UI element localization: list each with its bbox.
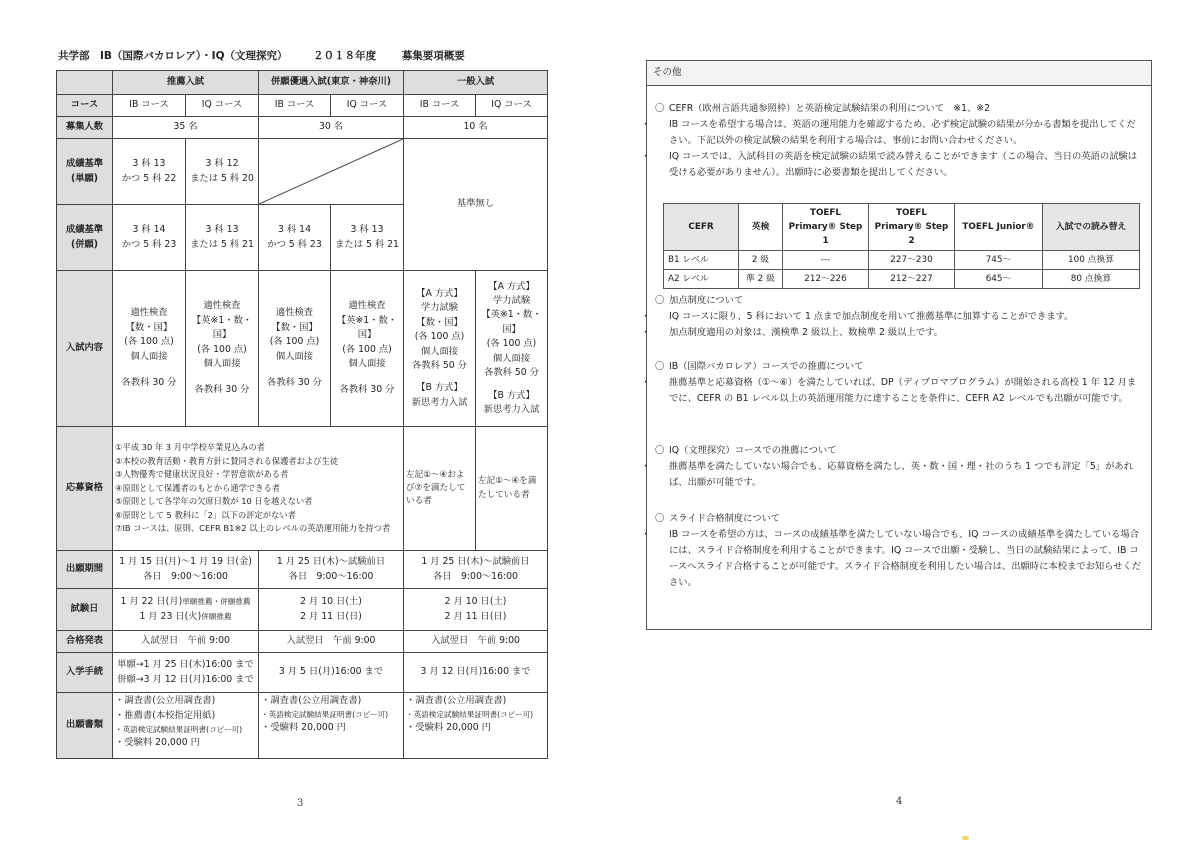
content-line: 適性検査 — [275, 307, 314, 319]
document-item: ・調査書(公立用調査書) — [115, 695, 216, 706]
bullet-item — [641, 117, 1145, 149]
cefr-conversion-table — [663, 203, 1140, 289]
bullet-item — [641, 309, 1145, 325]
title-school: 共学部 IB（国際バカロレア）・IQ（文理探究） — [58, 50, 288, 62]
page-number-left: 3 — [297, 798, 304, 809]
row-label-text: 成績基準 — [65, 224, 104, 236]
content-line: 個人面接 — [420, 345, 459, 357]
bullet-item — [641, 459, 1145, 491]
bullet-item — [641, 527, 1145, 591]
cefr-cell: B1 レベル — [664, 251, 739, 270]
content-line: 個人面接 — [492, 352, 531, 364]
cefr-cell: 212～227 — [869, 270, 955, 289]
section-heading — [655, 101, 1145, 117]
content-line: 各教科 30 分 — [267, 377, 322, 389]
row-label-procedure: 入学手続 — [57, 653, 113, 693]
criteria-line: または 5 科 21 — [190, 238, 254, 250]
period-time: 各日 9:00～16:00 — [433, 570, 518, 582]
eligibility-row — [57, 427, 548, 551]
app-period-row — [57, 551, 548, 589]
content-line: 【英※1・数・国】 — [191, 314, 253, 341]
circle-marker-icon: 〇 — [655, 513, 665, 524]
exam-date-note: 併願推薦 — [201, 611, 232, 621]
content-line: 個人面接 — [348, 357, 386, 369]
content-spacer — [188, 371, 256, 383]
app-period-ippan — [404, 551, 548, 589]
section-heading — [655, 359, 1145, 375]
content-ippan-ib — [404, 271, 476, 427]
criteria-line: かつ 5 科 23 — [121, 238, 177, 250]
cefr-header-cell: TOEFL Primary® Step 1 — [783, 204, 869, 251]
circle-marker-icon: 〇 — [655, 361, 665, 372]
content-spacer — [115, 364, 183, 376]
page-number-right: 4 — [896, 796, 903, 807]
bullet-text: 推薦基準と応募資格（①～⑥）を満たしていれば、DP（ディプロマプログラム）が開始される高校 1 年 12 月までに、CEFR の B1 レベル以上の英語運用能力に達することを条件に、CEFR A2 レベルでも出願が可能です。 — [669, 376, 1137, 404]
diagonal-line — [259, 139, 403, 204]
content-line: 【数・国】 — [416, 316, 463, 328]
not-applicable-cell — [259, 139, 404, 205]
content-line: 学力試験 — [492, 295, 531, 307]
document-item: ・英語検定試験結果証明書(コピー可) — [115, 724, 243, 734]
box-title: その他 — [647, 61, 1151, 86]
criteria-line: 3 科 14 — [278, 224, 311, 236]
row-label-subtext: (併願) — [70, 238, 99, 250]
cefr-cell: 227～230 — [869, 251, 955, 270]
content-line: 適性検査 — [130, 307, 168, 319]
section-iq-recommendation — [641, 443, 1145, 491]
documents-heigan — [259, 693, 404, 759]
procedure-line: 併願→3 月 12 日(月)16:00 まで — [117, 673, 254, 685]
exam-date: 1 月 22 日(月) — [120, 596, 183, 608]
bullet-text: IB コースを希望する場合は、英語の運用能力を確認するため、必ず検定試験の結果が分かる書類を提出してください。下記以外の検定試験の結果を利用する場合は、事前にお問い合わせください。 — [669, 118, 1136, 146]
bullet-item — [641, 325, 1145, 341]
content-line: 新思考力入試 — [483, 403, 540, 415]
course-cell: IB コース — [404, 95, 476, 117]
title-year: ２０１８年度 — [313, 50, 377, 62]
criteria-line: または 5 科 20 — [190, 172, 254, 184]
content-suisen-iq — [186, 271, 259, 427]
period-time: 各日 9:00～16:00 — [143, 570, 228, 582]
course-row — [57, 95, 548, 117]
admission-summary-table — [56, 70, 548, 759]
procedure-heigan: 3 月 5 日(月)16:00 まで — [259, 653, 404, 693]
announce-ippan: 入試翌日 午前 9:00 — [404, 631, 548, 653]
section-heading-text: IQ（文理探究）コースでの推薦について — [669, 445, 837, 456]
eligibility-item: ⑥原則として 5 教科に「2」以下の評定がない者 — [115, 509, 296, 520]
header-heigan: 併願優遇入試(東京・神奈川) — [259, 71, 404, 95]
section-ib-recommendation — [641, 359, 1145, 407]
course-cell: IQ コース — [331, 95, 404, 117]
cefr-header-cell: TOEFL Junior® — [955, 204, 1043, 251]
cefr-row — [664, 251, 1140, 270]
eligibility-line: 左記①～④およ — [406, 469, 465, 480]
criteria-single-ib — [113, 139, 186, 205]
exam-date-note: 単願推薦・併願推薦 — [182, 597, 251, 607]
content-row — [57, 271, 548, 427]
content-suisen-ib — [113, 271, 186, 427]
criteria-none-ippan: 基準無し — [404, 139, 548, 271]
course-cell: IB コース — [113, 95, 186, 117]
row-label-text: 成績基準 — [65, 158, 104, 170]
announce-suisen: 入試翌日 午前 9:00 — [113, 631, 259, 653]
criteria-line: 3 科 13 — [132, 158, 166, 170]
bullet-dot-icon: ・ — [641, 310, 651, 322]
content-line: 各教科 50 分 — [484, 367, 539, 379]
content-line: (各 100 点) — [414, 331, 465, 343]
section-heading — [655, 511, 1145, 527]
bullet-dot-icon: ・ — [641, 528, 651, 540]
criteria-line: または 5 科 21 — [335, 238, 399, 250]
document-item: ・英語検定試験結果証明書(コピー可) — [261, 709, 389, 719]
criteria-line: かつ 5 科 22 — [121, 172, 177, 184]
bullet-dot-icon: ・ — [641, 460, 651, 472]
content-line: 適性検査 — [348, 300, 386, 312]
period-dates: 1 月 15 日(月)～1 月 19 日(金) — [119, 556, 252, 568]
exam-date: 2 月 10 日(土) — [300, 596, 362, 608]
content-line: 【英※1・数・国】 — [336, 314, 398, 341]
bullet-text: 推薦基準を満たしていない場合でも、応募資格を満たし、英・数・国・理・社のうち 1 つでも評定「5」があれば、出願が可能です。 — [669, 460, 1133, 488]
exam-date-suisen — [113, 589, 259, 631]
capacity-ippan: 10 名 — [404, 117, 548, 139]
content-line: 【数・国】 — [125, 321, 173, 333]
row-label-criteria-multi — [57, 205, 113, 271]
row-label-content: 入試内容 — [57, 271, 113, 427]
row-label-exam-date: 試験日 — [57, 589, 113, 631]
row-label-capacity: 募集人数 — [57, 117, 113, 139]
criteria-line: 3 科 12 — [205, 158, 239, 170]
course-cell: IQ コース — [476, 95, 548, 117]
content-line: 各教科 30 分 — [121, 377, 177, 389]
procedure-suisen — [113, 653, 259, 693]
cefr-cell: A2 レベル — [664, 270, 739, 289]
header-suisen: 推薦入試 — [113, 71, 259, 95]
capacity-heigan: 30 名 — [259, 117, 404, 139]
bullet-dot-icon: ・ — [641, 376, 651, 388]
eligibility-line: 左記①～④を満 — [478, 476, 537, 487]
section-heading — [655, 443, 1145, 459]
eligibility-ippan-ib — [404, 427, 476, 551]
section-bonus-points — [641, 293, 1145, 341]
section-heading-text: IB（国際バカロレア）コースでの推薦について — [669, 361, 864, 372]
row-label-announce: 合格発表 — [57, 631, 113, 653]
content-line: 個人面接 — [275, 350, 314, 362]
bullet-dot-icon: ・ — [641, 326, 651, 338]
cefr-cell: 645～ — [955, 270, 1043, 289]
criteria-multi-suisen-ib — [113, 205, 186, 271]
eligibility-line: び⑦を満たして — [406, 482, 466, 493]
cefr-cell: 212～226 — [783, 270, 869, 289]
bullet-text: IB コースを希望の方は、コースの成績基準を満たしていない場合でも、IQ コースの成績基準を満たしている場合には、スライド合格制度を利用することができます。IQ コースで出願・受験し、当日の試験結果によって、IB コースへスライド合格することが可能です。スライド合格制度を利用したい場合は、出願時に本校までお知らせください。 — [669, 528, 1142, 588]
row-label-course: コース — [57, 95, 113, 117]
content-line: 個人面接 — [130, 350, 168, 362]
content-line: 個人面接 — [203, 357, 241, 369]
content-line: 【B 方式】 — [416, 382, 463, 394]
exam-date-line — [115, 610, 256, 624]
content-spacer — [478, 381, 545, 389]
bullet-item — [641, 149, 1145, 181]
documents-suisen — [113, 693, 259, 759]
other-info-box — [641, 60, 1152, 630]
content-line: (各 100 点) — [486, 338, 537, 350]
document-item: ・受験料 20,000 円 — [261, 722, 346, 734]
circle-marker-icon: 〇 — [655, 103, 665, 114]
content-line: 適性検査 — [203, 300, 241, 312]
exam-date-heigan — [259, 589, 404, 631]
row-label-eligibility: 応募資格 — [57, 427, 113, 551]
cefr-cell: 2 級 — [739, 251, 783, 270]
content-line: 各教科 30 分 — [194, 384, 250, 396]
exam-date-ippan — [404, 589, 548, 631]
content-heigan-ib — [259, 271, 331, 427]
eligibility-item: ③人物優秀で健康状況良好・学習意欲がある者 — [115, 469, 289, 480]
criteria-multi-heigan-ib — [259, 205, 331, 271]
exam-date: 1 月 23 日(火) — [139, 610, 202, 622]
criteria-single-row — [57, 139, 548, 205]
document-item: ・英語検定試験結果証明書(コピー可) — [406, 709, 534, 719]
content-line: 【数・国】 — [271, 321, 318, 333]
document-item: ・推薦書(本校指定用紙) — [115, 709, 216, 721]
course-cell: IB コース — [259, 95, 331, 117]
cefr-row — [664, 270, 1140, 289]
content-line: 【B 方式】 — [488, 389, 535, 401]
right-page — [600, 0, 1200, 848]
exam-date-line — [115, 595, 256, 609]
section-slide-pass — [641, 511, 1145, 591]
cefr-header-cell: 入試での読み替え — [1043, 204, 1140, 251]
criteria-single-iq — [186, 139, 259, 205]
exam-date: 2 月 11 日(日) — [444, 610, 507, 622]
criteria-multi-suisen-iq — [186, 205, 259, 271]
title-subject: 募集要項概要 — [401, 50, 465, 62]
content-line: (各 100 点) — [269, 336, 320, 348]
bullet-item — [641, 375, 1145, 407]
criteria-line: かつ 5 科 23 — [267, 238, 322, 250]
content-heigan-iq — [331, 271, 404, 427]
cefr-cell: 745～ — [955, 251, 1043, 270]
capacity-row — [57, 117, 548, 139]
content-line: 【A 方式】 — [488, 280, 535, 292]
documents-row — [57, 693, 548, 759]
eligibility-item: ①平成 30 年 3 月中学校卒業見込みの者 — [115, 442, 265, 453]
documents-ippan — [404, 693, 548, 759]
bullet-dot-icon: ・ — [641, 118, 651, 130]
cefr-header-cell: CEFR — [664, 204, 739, 251]
exam-date: 2 月 10 日(土) — [444, 596, 507, 608]
period-dates: 1 月 25 日(木)～試験前日 — [276, 556, 386, 568]
content-line: 各教科 30 分 — [339, 384, 395, 396]
capacity-suisen: 35 名 — [113, 117, 259, 139]
cefr-cell: 80 点換算 — [1043, 270, 1140, 289]
eligibility-item: ②本校の教育活動・教育方針に賛同される保護者および生徒 — [115, 455, 339, 466]
period-dates: 1 月 25 日(木)～試験前日 — [421, 556, 530, 568]
document-item: ・調査書(公立用調査書) — [261, 695, 362, 706]
circle-marker-icon: 〇 — [655, 295, 665, 306]
content-line: 【英※1・数・国】 — [481, 309, 542, 335]
cefr-header-row — [664, 204, 1140, 251]
exam-date: 2 月 11 日(日) — [300, 610, 362, 622]
bullet-text: IQ コースに限り、5 科において 1 点まで加点制度を用いて推薦基準に加算することができます。 — [669, 310, 1074, 322]
content-line: (各 100 点) — [124, 336, 174, 348]
eligibility-line: たしている者 — [478, 489, 530, 500]
content-line: (各 100 点) — [342, 343, 392, 355]
criteria-line: 3 科 13 — [205, 224, 239, 236]
content-ippan-iq — [476, 271, 548, 427]
eligibility-item: ⑤原則として各学年の欠席日数が 10 日を越えない者 — [115, 496, 313, 507]
exam-date-row — [57, 589, 548, 631]
criteria-line: 3 科 13 — [350, 224, 384, 236]
row-label-criteria-single — [57, 139, 113, 205]
document-item: ・受験料 20,000 円 — [115, 736, 200, 748]
content-spacer — [333, 371, 401, 383]
bullet-text: IQ コースでは、入試科目の英語を検定試験の結果で読み替えることができます（この場合、当日の英語の試験は受ける必要がありません）。出願時に必要書類を提出してください。 — [669, 150, 1138, 178]
eligibility-ippan-iq — [476, 427, 548, 551]
section-heading-text: 加点制度について — [669, 295, 744, 306]
cefr-cell: 100 点換算 — [1043, 251, 1140, 270]
content-line: 新思考力入試 — [411, 396, 468, 408]
content-line: 【A 方式】 — [416, 287, 463, 299]
announce-heigan: 入試翌日 午前 9:00 — [259, 631, 404, 653]
row-label-app-period: 出願期間 — [57, 551, 113, 589]
content-spacer — [261, 364, 328, 376]
bullet-dot-icon: ・ — [641, 150, 651, 162]
header-ippan: 一般入試 — [404, 71, 548, 95]
cefr-header-cell: 英検 — [739, 204, 783, 251]
cefr-cell: --- — [783, 251, 869, 270]
criteria-line: 3 科 14 — [132, 224, 166, 236]
content-line: 各教科 50 分 — [412, 359, 467, 371]
document-item: ・調査書(公立用調査書) — [406, 695, 507, 706]
header-row — [57, 71, 548, 95]
paper-smudge — [962, 836, 969, 840]
cefr-cell: 準 2 級 — [739, 270, 783, 289]
eligibility-list — [113, 427, 404, 551]
eligibility-item: ⑦IB コースは、原則、CEFR B1※2 以上のレベルの英語運用能力を持つ者 — [115, 523, 391, 534]
section-heading — [655, 293, 1145, 309]
cefr-header-cell: TOEFL Primary® Step 2 — [869, 204, 955, 251]
eligibility-item: ④原則として保護者のもとから通学できる者 — [115, 482, 281, 493]
corner-cell — [57, 71, 113, 95]
document-item: ・受験料 20,000 円 — [406, 722, 491, 734]
procedure-row — [57, 653, 548, 693]
eligibility-line: いる者 — [406, 496, 432, 507]
criteria-multi-heigan-iq — [331, 205, 404, 271]
course-cell: IQ コース — [186, 95, 259, 117]
circle-marker-icon: 〇 — [655, 445, 665, 456]
document-title — [58, 48, 487, 63]
procedure-line: 単願→1 月 25 日(木)16:00 まで — [117, 659, 254, 671]
app-period-heigan — [259, 551, 404, 589]
procedure-ippan: 3 月 12 日(月)16:00 まで — [404, 653, 548, 693]
bullet-text: 加点制度適用の対象は、漢検準 2 級以上、数検準 2 級以上です。 — [669, 326, 943, 338]
section-cefr — [641, 101, 1145, 181]
announce-row — [57, 631, 548, 653]
period-time: 各日 9:00～16:00 — [288, 570, 374, 582]
app-period-suisen — [113, 551, 259, 589]
section-heading-text: スライド合格制度について — [669, 513, 781, 524]
content-line: 学力試験 — [420, 302, 459, 314]
section-heading-text: CEFR（欧州言語共通参照枠）と英語検定試験結果の利用について ※1、※2 — [669, 103, 991, 114]
row-label-subtext: (単願) — [70, 172, 99, 184]
content-line: (各 100 点) — [197, 343, 247, 355]
row-label-documents: 出願書類 — [57, 693, 113, 759]
content-spacer — [406, 373, 473, 381]
